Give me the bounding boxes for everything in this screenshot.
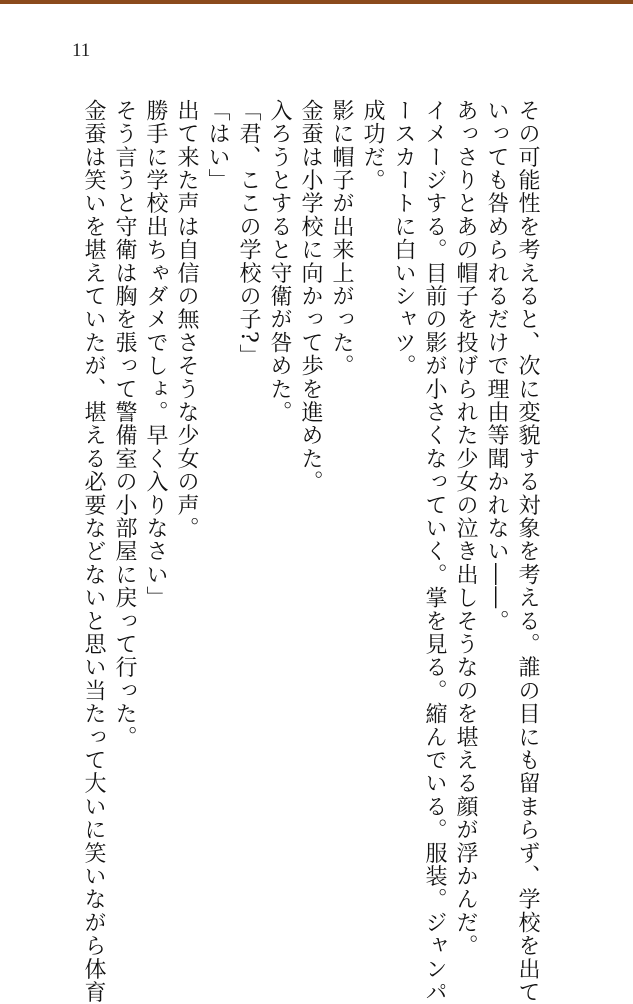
text-line: 「君、ここの学校の子?」 bbox=[236, 99, 261, 368]
text-line: そう言うと守衛は胸を張って警備室の小部屋に戻って行った。 bbox=[112, 99, 137, 749]
text-line: いっても咎められるだけで理由等聞かれない――。 bbox=[484, 99, 509, 633]
text-line: 成功だ。 bbox=[360, 99, 385, 192]
text-line: 入ろうとすると守衛が咎めた。 bbox=[267, 99, 292, 424]
page-number: 11 bbox=[72, 40, 91, 61]
text-line: 金蚕は小学校に向かって歩を進めた。 bbox=[298, 99, 323, 494]
text-line: イメージする。目前の影が小さくなっていく。掌を見る。縮んでいる。服装。ジャンパ bbox=[422, 99, 447, 1004]
text-line: ースカートに白いシャツ。 bbox=[391, 99, 416, 378]
top-border-rule bbox=[0, 0, 633, 4]
text-line: 影に帽子が出来上がった。 bbox=[329, 99, 354, 378]
text-line: 出て来た声は自信の無さそうな少女の声。 bbox=[174, 99, 199, 540]
vertical-text-body bbox=[78, 99, 543, 1004]
text-line: 「はい」 bbox=[205, 99, 230, 192]
text-line: 勝手に学校出ちゃダメでしょ。早く入りなさい」 bbox=[143, 99, 168, 610]
text-line: その可能性を考えると、次に変貌する対象を考える。誰の目にも留まらず、学校を出て bbox=[515, 99, 540, 1004]
text-line: 金蚕は笑いを堪えていたが、堪える必要などないと思い当たって大いに笑いながら体育 bbox=[81, 99, 106, 1004]
text-line: あっさりとあの帽子を投げられた少女の泣き出しそうなのを堪える顔が浮かんだ。 bbox=[453, 99, 478, 958]
